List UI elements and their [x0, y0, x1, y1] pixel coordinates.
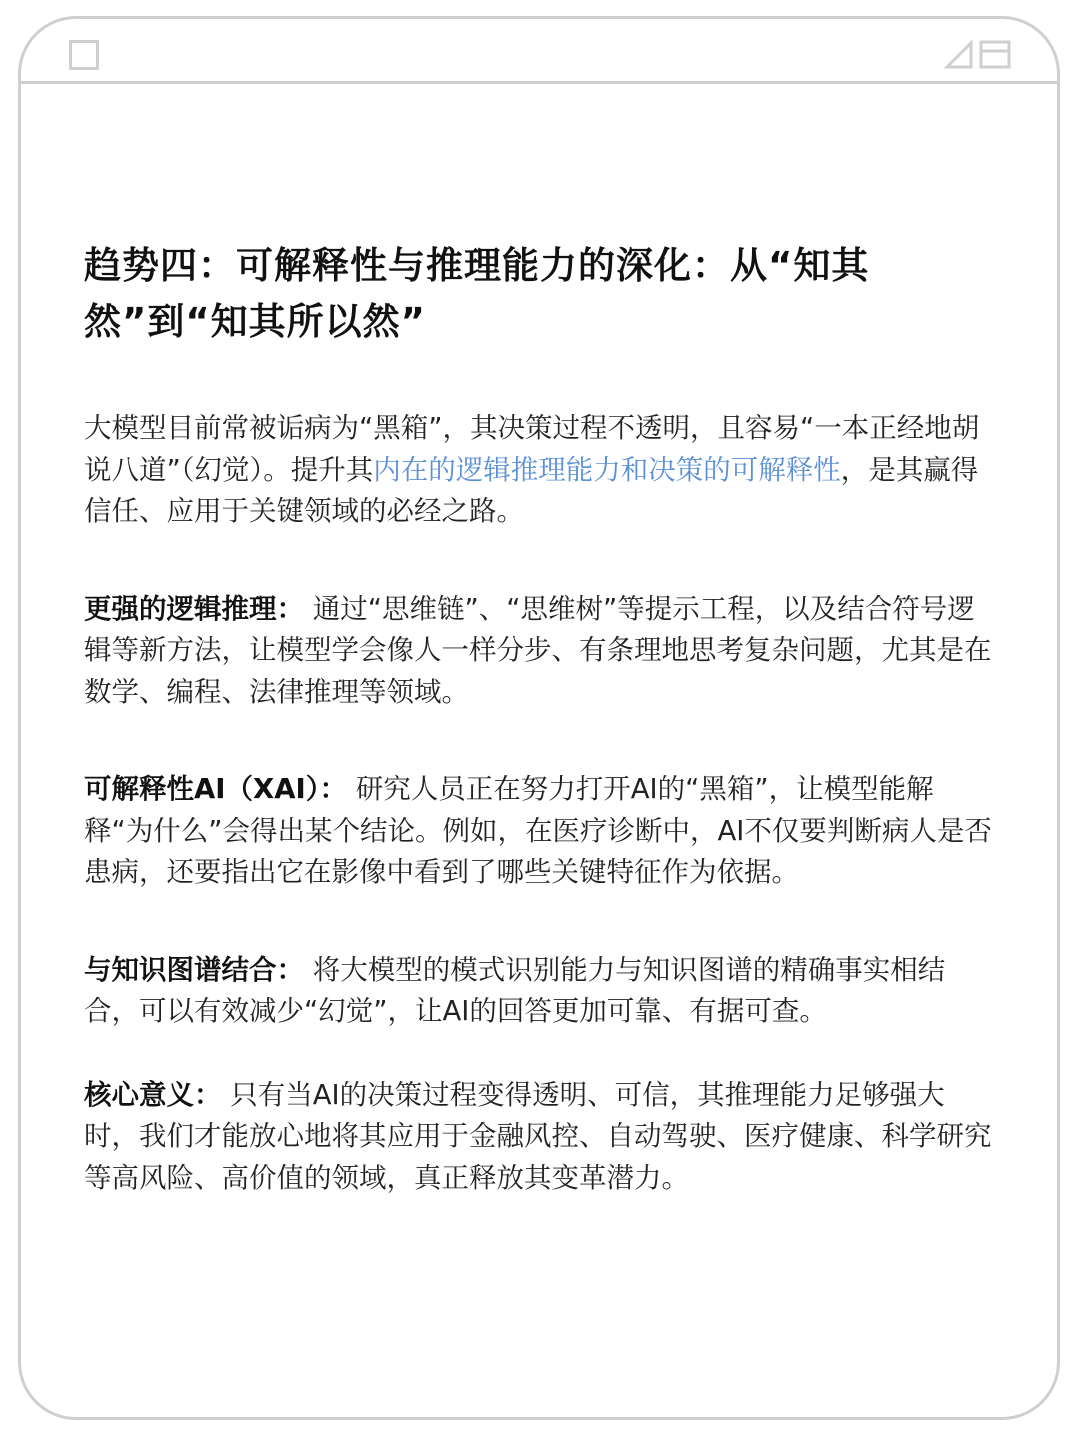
section-text: 只有当AI的决策过程变得透明、可信，其推理能力足够强大时，我们才能放心地将其应用于金融风控、自动驾驶、医疗健康、科学研究等高风险、高价值的领域，真正释放其变革潜力。 — [84, 1078, 992, 1194]
intro-highlight: 内在的逻辑推理能力和决策的可解释性 — [373, 453, 841, 486]
article-content — [84, 238, 996, 1199]
section-text: 研究人员正在努力打开AI的“黑箱”，让模型能解释“为什么”会得出某个结论。例如，在医疗诊断中，AI不仅要判断病人是否患病，还要指出它在影像中看到了哪些关键特征作为依据。 — [84, 773, 992, 888]
intro-text-after: ，是其赢得信任、应用于关键领域的必经之路。 — [84, 453, 979, 527]
intro-paragraph — [84, 408, 996, 533]
section-text: 将大模型的模式识别能力与知识图谱的精确事实相结合，可以有效减少“幻觉”，让AI的回答更加可靠、有据可查。 — [84, 953, 946, 1027]
section-lead: 更强的逻辑推理： — [84, 592, 304, 625]
section-knowledge-graph — [84, 950, 996, 1033]
section-lead: 核心意义： — [84, 1078, 222, 1111]
square-icon — [69, 40, 99, 70]
section-text: 通过“思维链”、“思维树”等提示工程，以及结合符号逻辑等新方法，让模型学会像人一样分步、有条理地思考复杂问题，尤其是在数学、编程、法律推理等领域。 — [84, 592, 992, 708]
header-divider — [21, 81, 1057, 84]
section-core-meaning — [84, 1075, 996, 1200]
triangle-panel-icon — [943, 39, 1013, 69]
section-logic-reasoning — [84, 589, 996, 714]
page-title: 趋势四：可解释性与推理能力的深化：从“知其然”到“知其所以然” — [84, 244, 870, 343]
intro-text-before: 大模型目前常被诟病为“黑箱”，其决策过程不透明，且容易“一本正经地胡说八道”（幻觉）。提升其 — [84, 412, 980, 486]
section-lead: 可解释性AI（XAI）： — [84, 773, 347, 805]
section-xai — [84, 769, 996, 894]
section-lead: 与知识图谱结合： — [84, 953, 304, 986]
